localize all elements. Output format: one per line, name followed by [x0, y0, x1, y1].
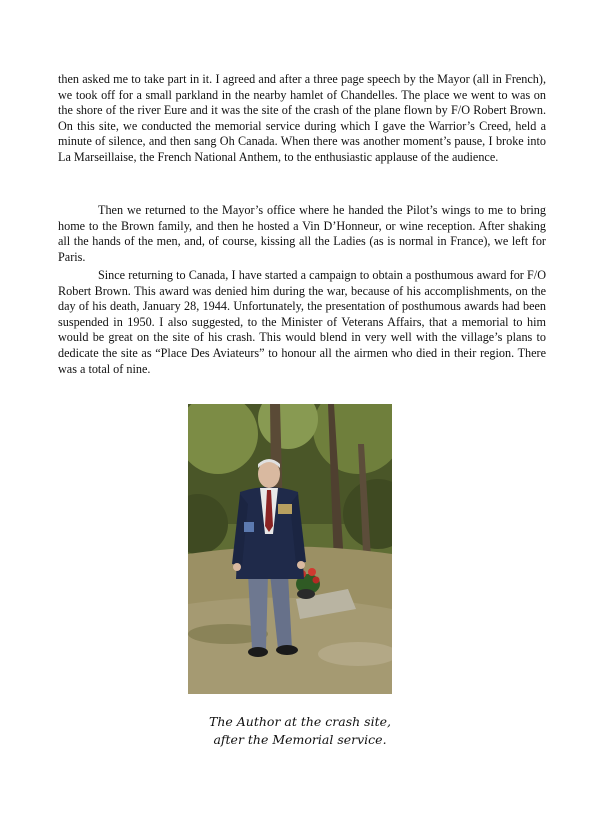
paragraph-posthumous-award: Since returning to Canada, I have started a campaign to obtain a posthumous award for F/O Robert Brown. This award was denied him during the war, because of his accomplishments, on the day of his death, January 28, 1944. Unfortunately, the presentation of posthumous awards had been suspended in 1950. I also suggested, to the Minister of Veterans Affairs, that a memorial to him would be great on the site of his crash. This would blend in very well with the village’s plans to dedicate the site as “Place Des Aviateurs” to honour all the airmen who died in their region. There was a total of nine.: [58, 268, 546, 376]
photo-caption-line-1: The Author at the crash site,: [209, 714, 391, 729]
author-photo-illustration: [188, 404, 392, 694]
paragraph-return-to-mayor: Then we returned to the Mayor’s office where he handed the Pilot’s wings to me to bring home to the Brown family, and then he hosted a Vin D’Honneur, or wine reception. After shaking all the hands of the men, and, of course, kissing all the Ladies (as is normal in France), we left for Paris.: [58, 203, 546, 264]
photo-caption-line-2: after the Memorial service.: [213, 732, 387, 747]
paragraph-memorial-service: then asked me to take part in it. I agreed and after a three page speech by the Mayor (all in French), we took off for a small parkland in the nearby hamlet of Chandelles. The place we went to was on the shore of the river Eure and it was the site of the crash of the plane flown by F/O Robert Brown. On this site, we conducted the memorial service during which I gave the Warrior’s Creed, held a minute of silence, and then sang Oh Canada. When there was another moment’s pause, I broke into La Marseillaise, the French National Anthem, to the enthusiastic applause of the audience.: [58, 72, 546, 164]
author-photo: [188, 404, 392, 694]
